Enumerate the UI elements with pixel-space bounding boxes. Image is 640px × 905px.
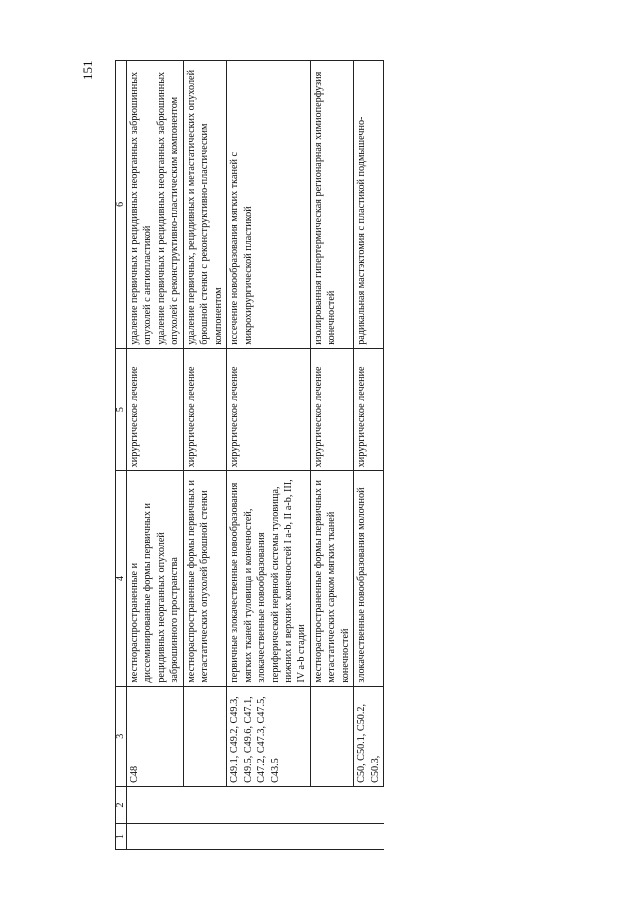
method-text: удаление первичных и рецидивных неорганных забрюшинных опухолей с реконструктивно-пластическим компонентом bbox=[155, 71, 181, 345]
header-cell-5: 5 bbox=[116, 348, 127, 471]
treatment-cell: хирургическое лечение bbox=[227, 348, 311, 471]
method-text: удаление первичных и рецидивных неорганных забрюшинных опухолей с ангиопластикой bbox=[129, 71, 154, 345]
col1-cell bbox=[127, 824, 384, 850]
method-cell bbox=[127, 61, 184, 349]
treatment-cell: хирургическое лечение bbox=[310, 348, 353, 471]
method-cell bbox=[183, 61, 226, 349]
table-row bbox=[354, 61, 384, 850]
code-cell: С50, С50.1, С50.2, С50.3, bbox=[354, 686, 384, 786]
treatment-cell: хирургическое лечение bbox=[354, 348, 384, 471]
header-cell-2: 2 bbox=[116, 786, 127, 823]
header-cell-6: 6 bbox=[116, 61, 127, 349]
page-number: 151 bbox=[80, 60, 95, 80]
method-text: удаление первичных, рецидивных и метастатических опухолей брюшной стенки с реконструктивно-пластическим компонентом bbox=[185, 69, 224, 345]
method-cell bbox=[310, 61, 353, 349]
table-row bbox=[227, 61, 311, 850]
code-cell bbox=[310, 686, 353, 786]
method-cell bbox=[227, 61, 311, 349]
header-cell-3: 3 bbox=[116, 686, 127, 786]
description-cell: первичные злокачественные новообразования мягких тканей туловища и конечностей, злокачественные новообразования периферической нервной системы туловища, нижних и верхних конечностей I a-b, II a-b, III, IV a-b стадии bbox=[227, 471, 311, 686]
code-cell: С48 bbox=[127, 686, 184, 786]
method-text: изолированная гипертермическая регионарная химиоперфузия конечностей bbox=[312, 71, 338, 345]
header-row bbox=[116, 61, 127, 850]
header-cell-1: 1 bbox=[116, 824, 127, 850]
description-cell: местнораспространенные и диссеминированные формы первичных и рецидивных неорганных опухолей забрюшинного пространства bbox=[127, 471, 184, 686]
description-cell: злокачественные новообразования молочной bbox=[354, 471, 384, 686]
description-cell: местнораспространенные формы первичных и метастатических опухолей брюшной стенки bbox=[183, 471, 226, 686]
table-row bbox=[183, 61, 226, 850]
method-text: иссечение новообразования мягких тканей с микрохирургической пластикой bbox=[229, 152, 254, 345]
code-cell bbox=[183, 686, 226, 786]
header-cell-4: 4 bbox=[116, 471, 127, 686]
table-row bbox=[310, 61, 353, 850]
treatment-cell: хирургическое лечение bbox=[183, 348, 226, 471]
col2-cell bbox=[127, 786, 384, 823]
treatment-cell: хирургическое лечение bbox=[127, 348, 184, 471]
description-cell: местнораспространенные формы первичных и метастатических сарком мягких тканей конечностей bbox=[310, 471, 353, 686]
method-text: радикальная мастэктомия с пластикой подмышечно- bbox=[356, 116, 368, 345]
treatment-table bbox=[115, 60, 384, 850]
method-cell bbox=[354, 61, 384, 349]
table-row bbox=[127, 61, 184, 850]
rotated-table-container bbox=[115, 60, 595, 850]
code-cell: С49.1, С49.2, С49.3, С49.5, С49.6, С47.1, С47.2, С47.3, С47.5, С43.5 bbox=[227, 686, 311, 786]
